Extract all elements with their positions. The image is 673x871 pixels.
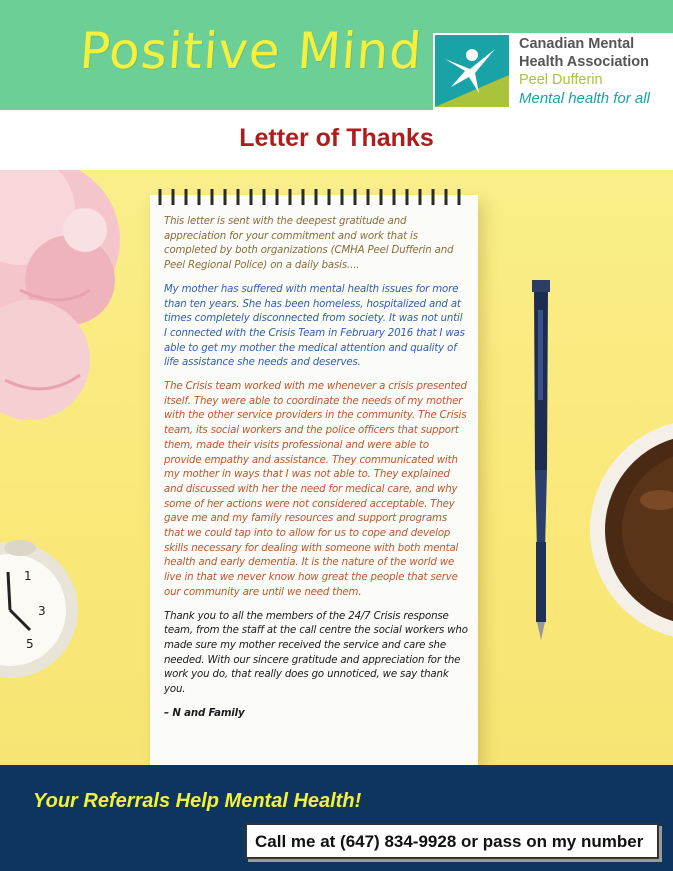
page-title: Letter of Thanks	[239, 124, 434, 152]
letter-paragraph-2: My mother has suffered with mental health issues for more than ten years. She has been homeless, hospitalized and at times completely disconnected from society. It was not until I connected with the Crisis Team in February 2016 that I was able to get my mother the medical attention and quality of life assistance she needs and deserves.	[164, 283, 465, 369]
cmha-logo-icon	[435, 35, 509, 107]
coffee-cup-image	[590, 420, 673, 640]
header-banner	[0, 0, 673, 110]
logo-slogan: Mental health for all	[519, 90, 650, 107]
logo-org-line1: Canadian Mental	[519, 36, 635, 52]
logo-branch: Peel Dufferin	[519, 72, 603, 88]
title-bar	[0, 110, 673, 170]
call-text: Call me at (647) 834-9928 or pass on my number	[255, 832, 644, 851]
call-box	[245, 823, 659, 859]
letter-signature: – N and Family	[164, 707, 245, 719]
flower-image	[0, 170, 120, 420]
alarm-clock-image	[0, 540, 78, 678]
svg-text:5: 5	[26, 637, 34, 651]
footer-banner	[0, 765, 673, 871]
brand-title: Positive Mind	[77, 22, 425, 80]
letter-body	[164, 215, 468, 722]
notepad	[150, 195, 478, 765]
background-photo	[0, 170, 673, 765]
notepad-spiral	[150, 185, 478, 207]
letter-paragraph-1: This letter is sent with the deepest gratitude and appreciation for your commitment and work that is completed by both organizations (CMHA Peel Dufferin and Peel Regional Police) on a daily basis....	[164, 216, 454, 272]
svg-text:3: 3	[38, 604, 46, 618]
letter-paragraph-4: Thank you to all the members of the 24/7 Crisis response team, from the staff at the call centre the social workers who made sure my mother received the service and care she needed. With our sincere gratitude and appreciation for the work you do, that really does go unnoticed, we say thank you.	[164, 610, 468, 696]
letter-paragraph-3: The Crisis team worked with me whenever a crisis presented itself. They were able to coordinate the needs of my mother with the other service providers in the community. The Crisis team, its social workers and the police officers that support them, made their visits professional and were able to provide empathy and assistance. They communicated with my mother in ways that I was not able to. They explained and discussed with her the need for medical care, and why some of her actions were not considered acceptable. They gave me and my family resources and support programs that we could tap into to allow for us to cope and develop skills necessary for dealing with someone with both mental health and early dementia. It is the nature of the world we live in that we never know how great the people that serve our community are until we need them.	[164, 381, 467, 598]
logo-org-line2: Health Association	[519, 54, 649, 70]
cmha-logo	[433, 33, 673, 110]
svg-text:1: 1	[24, 569, 32, 583]
footer-tagline: Your Referrals Help Mental Health!	[33, 790, 362, 812]
pen-image	[532, 280, 550, 640]
